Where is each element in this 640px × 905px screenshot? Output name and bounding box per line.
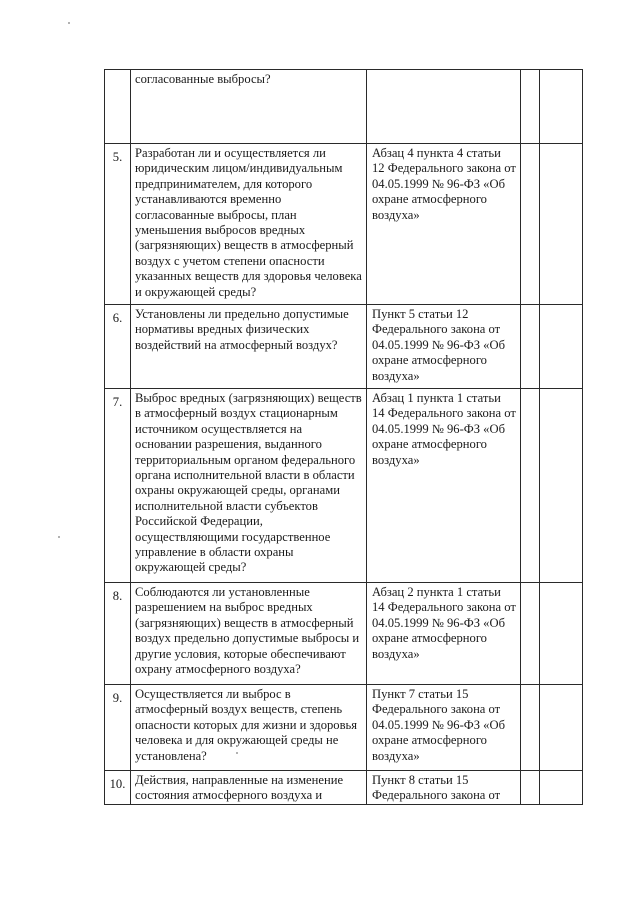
empty-cell	[521, 70, 540, 144]
table-row	[105, 305, 583, 389]
reference-cell: Абзац 2 пункта 1 статьи 14 Федерального закона от 04.05.1999 № 96-ФЗ «Об охране атмосферного воздуха»	[367, 583, 521, 685]
empty-cell	[540, 144, 583, 305]
question-cell: Действия, направленные на изменение состояния атмосферного воздуха и	[131, 771, 367, 805]
empty-cell	[521, 685, 540, 771]
row-number: 10.	[105, 771, 131, 805]
row-number: 7.	[105, 389, 131, 583]
row-number: 8.	[105, 583, 131, 685]
reference-cell	[367, 70, 521, 144]
question-cell: Выброс вредных (загрязняющих) веществ в атмосферный воздух стационарным источником осуществляется на основании разрешения, выданного территориальным органом федерального органа исполнительной власти в области охраны окружающей среды, органами исполнительной власти субъектов Российской Федерации, осуществляющими государственное управление в области охраны окружающей среды?	[131, 389, 367, 583]
empty-cell	[540, 685, 583, 771]
reference-cell: Пункт 5 статьи 12 Федерального закона от 04.05.1999 № 96-ФЗ «Об охране атмосферного воздуха»	[367, 305, 521, 389]
empty-cell	[540, 583, 583, 685]
question-cell: Соблюдаются ли установленные разрешением на выброс вредных (загрязняющих) веществ в атмосферный воздух предельно допустимые выбросы и другие условия, которые обеспечивают охрану атмосферного воздуха?	[131, 583, 367, 685]
empty-cell	[540, 389, 583, 583]
empty-cell	[521, 771, 540, 805]
table-row	[105, 685, 583, 771]
reference-cell: Абзац 4 пункта 4 статьи 12 Федерального закона от 04.05.1999 № 96-ФЗ «Об охране атмосферного воздуха»	[367, 144, 521, 305]
table-row	[105, 144, 583, 305]
question-cell: согласованные выбросы?	[131, 70, 367, 144]
scan-speck	[58, 536, 60, 538]
table-row	[105, 583, 583, 685]
checklist-table	[104, 69, 583, 805]
reference-cell: Абзац 1 пункта 1 статьи 14 Федерального закона от 04.05.1999 № 96-ФЗ «Об охране атмосферного воздуха»	[367, 389, 521, 583]
empty-cell	[540, 305, 583, 389]
table-row	[105, 70, 583, 144]
empty-cell	[521, 305, 540, 389]
row-number: 6.	[105, 305, 131, 389]
question-cell: Установлены ли предельно допустимые нормативы вредных физических воздействий на атмосферный воздух?	[131, 305, 367, 389]
scan-speck	[236, 752, 238, 754]
empty-cell	[521, 389, 540, 583]
empty-cell	[521, 583, 540, 685]
reference-cell: Пункт 7 статьи 15 Федерального закона от 04.05.1999 № 96-ФЗ «Об охране атмосферного воздуха»	[367, 685, 521, 771]
table-row	[105, 771, 583, 805]
question-cell: Разработан ли и осуществляется ли юридическим лицом/индивидуальным предпринимателем, для которого устанавливаются временно согласованные выбросы, план уменьшения выбросов вредных (загрязняющих) веществ в атмосферный воздух с учетом степени опасности указанных веществ для здоровья человека и окружающей среды?	[131, 144, 367, 305]
question-cell: Осуществляется ли выброс в атмосферный воздух веществ, степень опасности которых для жизни и здоровья человека и для окружающей среды не установлена?	[131, 685, 367, 771]
row-number	[105, 70, 131, 144]
empty-cell	[521, 144, 540, 305]
empty-cell	[540, 70, 583, 144]
row-number: 5.	[105, 144, 131, 305]
reference-cell: Пункт 8 статьи 15 Федерального закона от	[367, 771, 521, 805]
empty-cell	[540, 771, 583, 805]
row-number: 9.	[105, 685, 131, 771]
scan-speck	[68, 22, 70, 24]
table-row	[105, 389, 583, 583]
